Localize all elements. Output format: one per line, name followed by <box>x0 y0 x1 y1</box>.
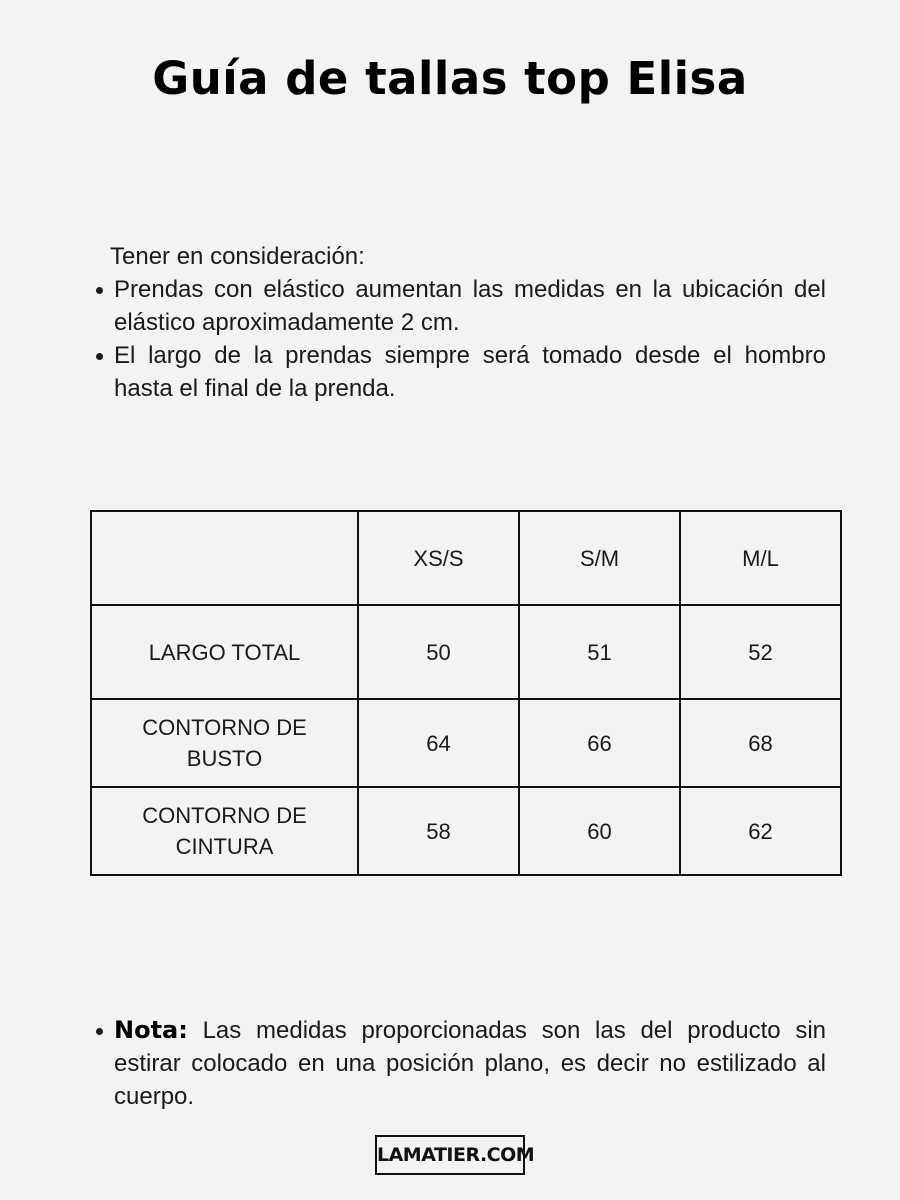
table-header-cell: S/M <box>519 511 680 605</box>
considerations-section <box>92 240 826 405</box>
table-row <box>91 787 841 875</box>
size-table <box>90 510 842 876</box>
table-header-cell <box>91 511 358 605</box>
table-cell: 50 <box>358 605 519 699</box>
note-label: Nota: <box>114 1016 188 1044</box>
table-header-cell: M/L <box>680 511 841 605</box>
table-cell: 52 <box>680 605 841 699</box>
consideration-item: Prendas con elástico aumentan las medidas en la ubicación del elástico aproximadamente 2 cm. <box>92 273 826 339</box>
table-cell: 60 <box>519 787 680 875</box>
table-header-row <box>91 511 841 605</box>
note-section <box>92 1014 826 1113</box>
row-label <box>91 787 358 875</box>
consideration-item: El largo de la prendas siempre será tomado desde el hombro hasta el final de la prenda. <box>92 339 826 405</box>
row-label-text: CONTORNO DE CINTURA <box>142 803 307 859</box>
table-header-cell: XS/S <box>358 511 519 605</box>
note-item <box>92 1014 826 1113</box>
table-cell: 51 <box>519 605 680 699</box>
row-label <box>91 699 358 787</box>
page-title: Guía de tallas top Elisa <box>152 52 748 105</box>
table-cell: 64 <box>358 699 519 787</box>
considerations-intro: Tener en consideración: <box>110 243 365 270</box>
row-label-text: CONTORNO DE BUSTO <box>142 715 307 771</box>
table-cell: 58 <box>358 787 519 875</box>
table-cell: 66 <box>519 699 680 787</box>
row-label: LARGO TOTAL <box>91 605 358 699</box>
note-text: Las medidas proporcionadas son las del producto sin estirar colocado en una posición plano, es decir no estilizado al cuerpo. <box>114 1017 826 1110</box>
table-cell: 68 <box>680 699 841 787</box>
brand-logo: LAMATIER.COM <box>375 1135 525 1175</box>
table-row <box>91 605 841 699</box>
table-row <box>91 699 841 787</box>
table-cell: 62 <box>680 787 841 875</box>
